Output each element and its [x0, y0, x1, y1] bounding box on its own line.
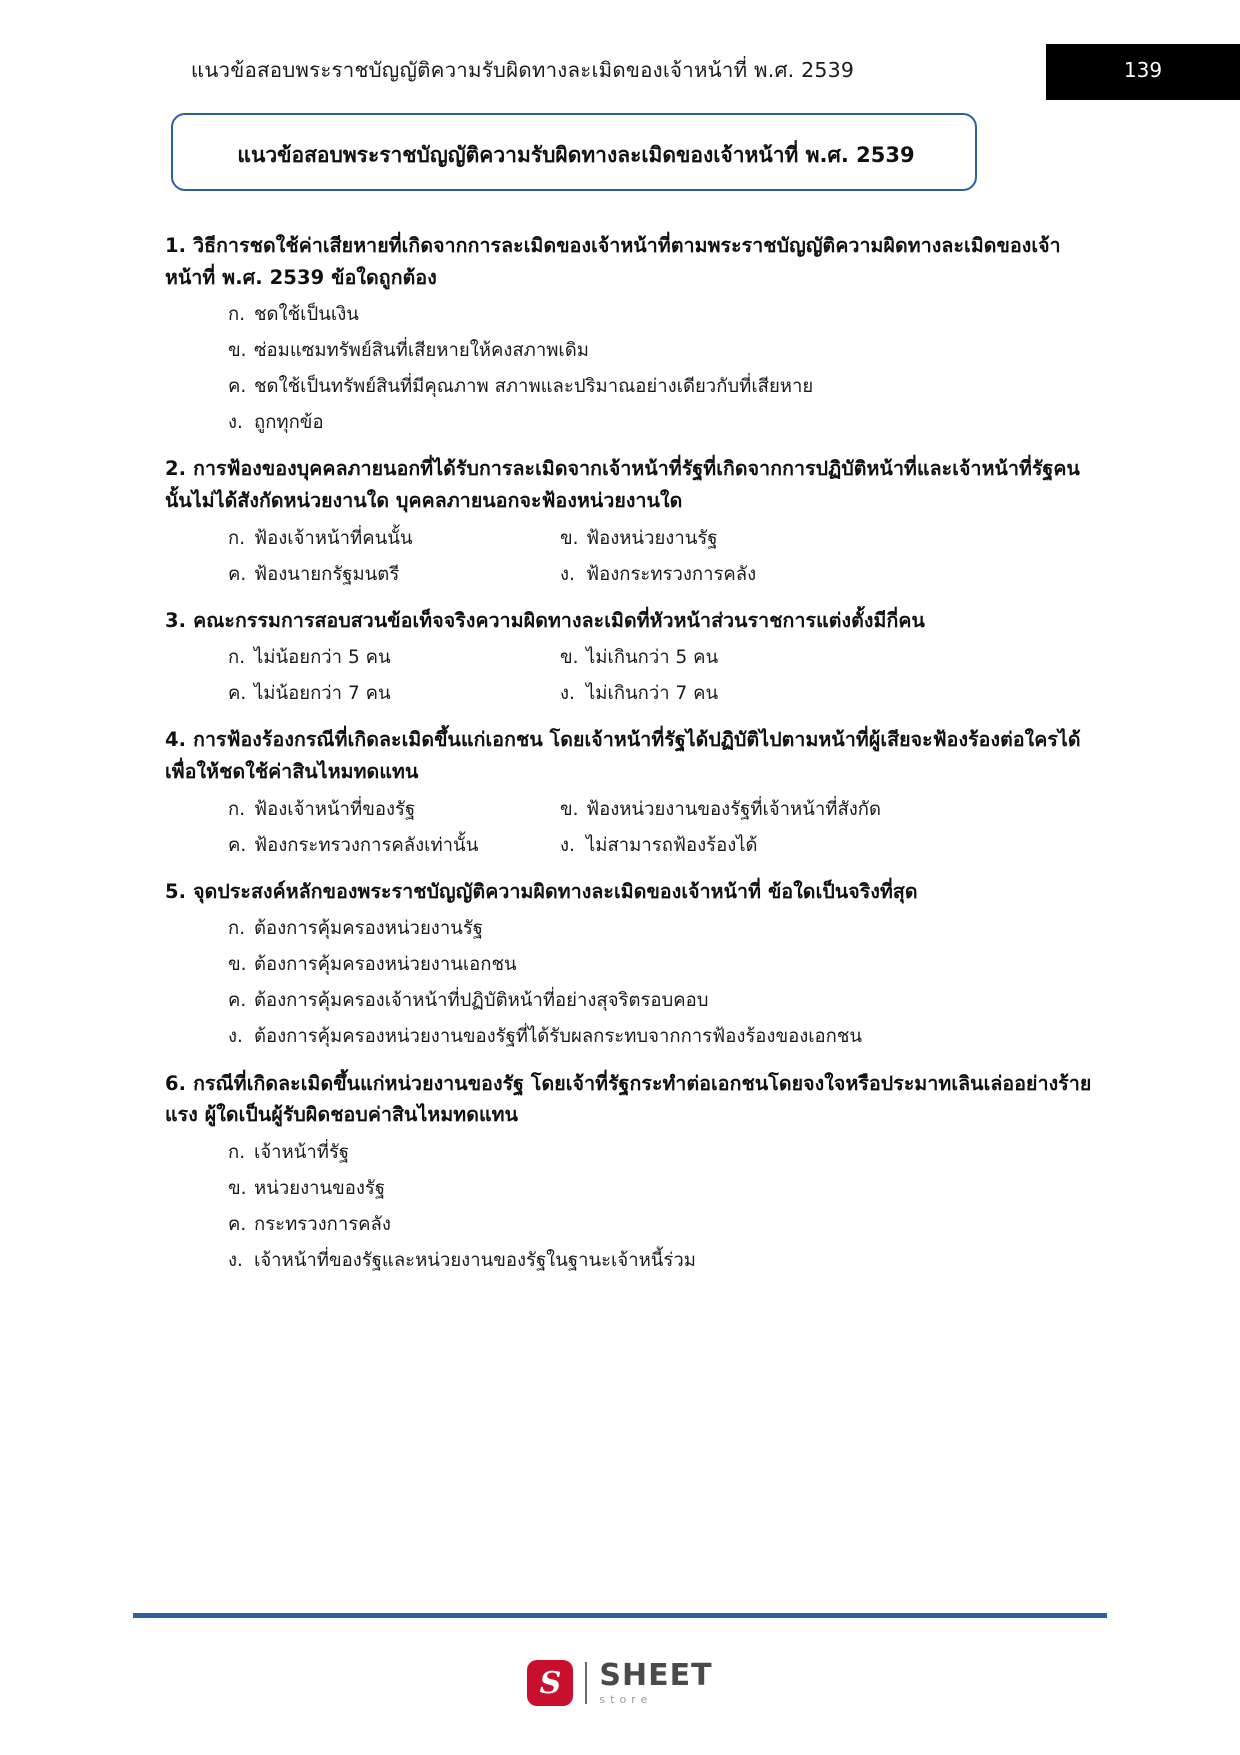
choice-text: ฟ้องนายกรัฐมนตรี	[254, 563, 400, 585]
choice-option[interactable]	[165, 1135, 560, 1171]
page-number-box	[1046, 44, 1240, 100]
choice-row	[165, 1171, 1095, 1207]
question-text: 5. จุดประสงค์หลักของพระราชบัญญัติความผิดทางละเมิดของเจ้าหน้าที่ ข้อใดเป็นจริงที่สุด	[165, 879, 918, 903]
choice-label: ค.	[228, 563, 247, 585]
question-block	[165, 1068, 1095, 1279]
choice-text: ฟ้องเจ้าหน้าที่ของรัฐ	[254, 798, 416, 820]
choice-row	[165, 405, 1095, 441]
choice-option[interactable]	[165, 1019, 863, 1055]
choice-text: ฟ้องหน่วยงานของรัฐที่เจ้าหน้าที่สังกัด	[586, 798, 882, 820]
choice-text: ถูกทุกข้อ	[254, 412, 324, 434]
choice-row	[165, 640, 1095, 676]
choice-option[interactable]	[165, 405, 560, 441]
choice-group	[165, 640, 1095, 712]
choice-text: หน่วยงานของรัฐ	[254, 1177, 386, 1199]
choice-option[interactable]	[560, 792, 960, 828]
choice-row	[165, 947, 1095, 983]
choice-group	[165, 1135, 1095, 1279]
choice-label: ค.	[228, 683, 247, 705]
choice-group	[165, 792, 1095, 864]
choice-text: เจ้าหน้าที่ของรัฐและหน่วยงานของรัฐในฐานะเจ้าหนี้ร่วม	[254, 1249, 696, 1271]
choice-group	[165, 297, 1095, 441]
choice-text: ชดใช้เป็นทรัพย์สินที่มีคุณภาพ สภาพและปริมาณอย่างเดียวกับที่เสียหาย	[254, 376, 814, 398]
choice-label: ง.	[560, 683, 575, 705]
choice-label: ง.	[228, 1026, 243, 1048]
choice-option[interactable]	[165, 640, 560, 676]
choice-group	[165, 911, 1095, 1055]
choice-row	[165, 1207, 1095, 1243]
choice-text: ต้องการคุ้มครองหน่วยงานของรัฐที่ได้รับผลกระทบจากการฟ้องร้องของเอกชน	[254, 1026, 863, 1048]
question-text: 2. การฟ้องของบุคคลภายนอกที่ได้รับการละเมิดจากเจ้าหน้าที่รัฐที่เกิดจากการปฏิบัติหน้าที่และเจ้าหน้าที่รัฐคนนั้นไม่ได้สังกัดหน่วยงานใด บุคคลภายนอกจะฟ้องหน่วยงานใด	[165, 457, 1080, 512]
choice-option[interactable]	[560, 676, 960, 712]
choice-option[interactable]	[165, 676, 560, 712]
choice-row	[165, 983, 1095, 1019]
sheet-store-logo-icon: S	[527, 1660, 573, 1706]
choice-option[interactable]	[165, 1171, 560, 1207]
choice-row	[165, 297, 1095, 333]
choice-text: กระทรวงการคลัง	[254, 1213, 391, 1235]
choice-text: ไม่น้อยกว่า 5 คน	[254, 647, 391, 669]
choice-option[interactable]	[560, 640, 960, 676]
choice-label: ก.	[228, 1141, 246, 1163]
choice-option[interactable]	[165, 297, 560, 333]
choice-label: ค.	[228, 834, 247, 856]
choice-text: ไม่สามารถฟ้องร้องได้	[586, 834, 758, 856]
choice-label: ก.	[228, 527, 246, 549]
question-text: 3. คณะกรรมการสอบสวนข้อเท็จจริงความผิดทางละเมิดที่หัวหน้าส่วนราชการแต่งตั้งมีกี่คน	[165, 608, 925, 632]
choice-option[interactable]	[165, 369, 814, 405]
choice-row	[165, 557, 1095, 593]
choice-option[interactable]	[165, 983, 709, 1019]
choice-option[interactable]	[165, 333, 589, 369]
question-block	[165, 876, 1095, 1056]
choice-row	[165, 792, 1095, 828]
question-text: 6. กรณีที่เกิดละเมิดขึ้นแก่หน่วยงานของรัฐ โดยเจ้าที่รัฐกระทำต่อเอกชนโดยจงใจหรือประมาทเลินเล่ออย่างร้ายแรง ผู้ใดเป็นผู้รับผิดชอบค่าสินไหมทดแทน	[165, 1071, 1092, 1127]
choice-text: ฟ้องกระทรวงการคลังเท่านั้น	[254, 834, 479, 856]
choice-text: ซ่อมแซมทรัพย์สินที่เสียหายให้คงสภาพเดิม	[254, 340, 589, 362]
choice-option[interactable]	[560, 828, 960, 864]
choice-label: ข.	[228, 1177, 247, 1199]
choice-label: ง.	[228, 1249, 243, 1271]
choice-label: ข.	[228, 340, 247, 362]
choice-label: ง.	[560, 563, 575, 585]
footer-divider	[133, 1613, 1107, 1618]
question-text: 4. การฟ้องร้องกรณีที่เกิดละเมิดขึ้นแก่เอกชน โดยเจ้าหน้าที่รัฐได้ปฏิบัติไปตามหน้าที่ผู้เสียจะฟ้องร้องต่อใครได้เพื่อให้ชดใช้ค่าสินไหมทดแทน	[165, 728, 1081, 783]
choice-row	[165, 676, 1095, 712]
page-header	[0, 44, 1240, 100]
choice-group	[165, 521, 1095, 593]
page-number: 139	[1123, 58, 1163, 82]
choice-text: ต้องการคุ้มครองหน่วยงานเอกชน	[254, 954, 517, 976]
document-title: แนวข้อสอบพระราชบัญญัติความรับผิดทางละเมิดของเจ้าหน้าที่ พ.ศ. 2539	[237, 143, 915, 167]
choice-option[interactable]	[560, 557, 960, 593]
choice-text: ฟ้องหน่วยงานรัฐ	[586, 527, 718, 549]
choice-row	[165, 1243, 1095, 1279]
choice-label: ข.	[560, 798, 579, 820]
choice-option[interactable]	[165, 792, 560, 828]
exam-questions-list	[165, 230, 1095, 1279]
choice-text: ไม่เกินกว่า 7 คน	[586, 683, 719, 705]
choice-label: ก.	[228, 304, 246, 326]
choice-option[interactable]	[165, 521, 560, 557]
logo-divider	[585, 1662, 587, 1704]
question-block	[165, 453, 1095, 592]
choice-label: ก.	[228, 647, 246, 669]
footer-logo	[0, 1648, 1240, 1718]
choice-row	[165, 333, 1095, 369]
choice-label: ข.	[228, 954, 247, 976]
choice-option[interactable]	[165, 557, 560, 593]
choice-text: ชดใช้เป็นเงิน	[254, 304, 359, 326]
choice-label: ค.	[228, 376, 247, 398]
choice-label: ก.	[228, 918, 246, 940]
choice-row	[165, 521, 1095, 557]
logo-text-group	[599, 1657, 713, 1706]
logo-subtext: store	[599, 1692, 653, 1706]
choice-row	[165, 1135, 1095, 1171]
choice-text: ฟ้องเจ้าหน้าที่คนนั้น	[254, 527, 413, 549]
choice-text: ต้องการคุ้มครองเจ้าหน้าที่ปฏิบัติหน้าที่อย่างสุจริตรอบคอบ	[254, 990, 709, 1012]
question-block	[165, 605, 1095, 713]
choice-label: ค.	[228, 1213, 247, 1235]
choice-text: ไม่น้อยกว่า 7 คน	[254, 683, 391, 705]
choice-text: ไม่เกินกว่า 5 คน	[586, 647, 719, 669]
choice-row	[165, 369, 1095, 405]
choice-label: ข.	[560, 647, 579, 669]
choice-row	[165, 1019, 1095, 1055]
choice-option[interactable]	[165, 1207, 560, 1243]
question-block	[165, 230, 1095, 441]
choice-text: ต้องการคุ้มครองหน่วยงานรัฐ	[254, 918, 483, 940]
running-header-title: แนวข้อสอบพระราชบัญญัติความรับผิดทางละเมิดของเจ้าหน้าที่ พ.ศ. 2539	[190, 58, 855, 82]
choice-text: ฟ้องกระทรวงการคลัง	[586, 563, 757, 585]
choice-option[interactable]	[560, 521, 960, 557]
choice-label: ก.	[228, 798, 246, 820]
choice-text: เจ้าหน้าที่รัฐ	[254, 1141, 350, 1163]
question-text: 1. วิธีการชดใช้ค่าเสียหายที่เกิดจากการละเมิดของเจ้าหน้าที่ตามพระราชบัญญัติความผิดทางละเมิดของเจ้าหน้าที่ พ.ศ. 2539 ข้อใดถูกต้อง	[165, 234, 1061, 289]
choice-option[interactable]	[165, 828, 560, 864]
choice-label: ข.	[560, 527, 579, 549]
choice-row	[165, 911, 1095, 947]
question-block	[165, 724, 1095, 863]
choice-option[interactable]	[165, 911, 560, 947]
choice-row	[165, 828, 1095, 864]
choice-option[interactable]	[165, 1243, 696, 1279]
choice-label: ค.	[228, 990, 247, 1012]
choice-label: ง.	[560, 834, 575, 856]
choice-label: ง.	[228, 412, 243, 434]
document-title-box	[171, 113, 977, 191]
choice-option[interactable]	[165, 947, 560, 983]
logo-wordmark: SHEET	[599, 1657, 713, 1693]
